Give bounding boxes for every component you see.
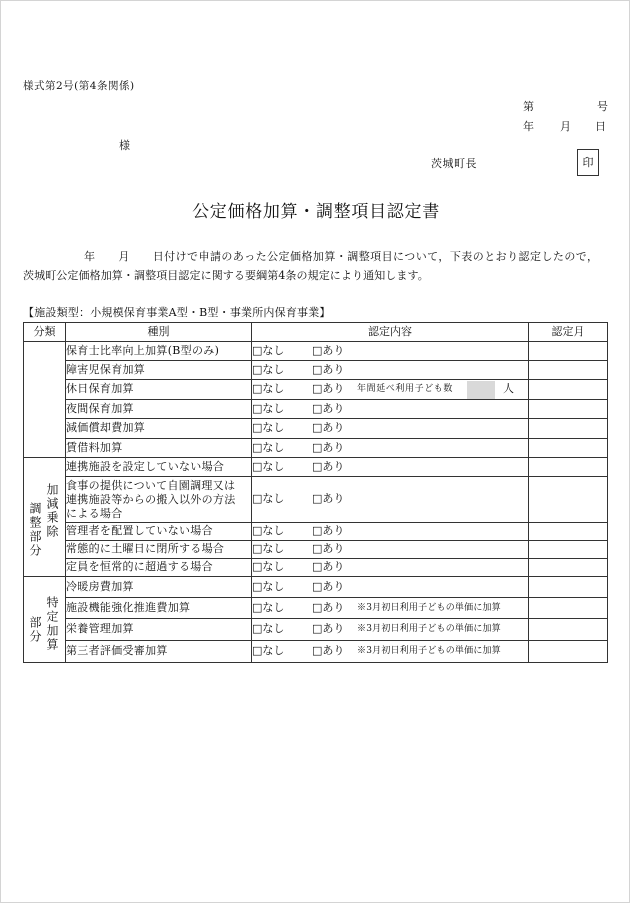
checkbox-yes[interactable]: □あり: [312, 622, 345, 636]
type-cell: 休日保育加算: [66, 380, 252, 400]
doc-number-suffix: 号: [597, 100, 608, 113]
table-header-row: [24, 323, 608, 342]
table-row: [24, 598, 608, 619]
unit-price-note: ※3月初日利用子どもの単価に加算: [357, 602, 501, 613]
checkbox-none[interactable]: □なし: [252, 382, 285, 396]
checkbox-none[interactable]: □なし: [252, 401, 285, 415]
header-type: 種別: [66, 323, 252, 342]
annual-count-input[interactable]: [467, 381, 495, 399]
category-label-left: 部分: [28, 615, 42, 644]
content-cell: [252, 541, 529, 559]
type-cell: 常態的に土曜日に閉所する場合: [66, 541, 252, 559]
checkbox-none[interactable]: □なし: [252, 600, 285, 614]
type-cell: 栄養管理加算: [66, 619, 252, 641]
checkbox-none[interactable]: □なし: [252, 343, 285, 357]
table-row: [24, 541, 608, 559]
type-line: による場合: [66, 506, 123, 520]
checkbox-none[interactable]: □なし: [252, 579, 285, 593]
month-cell[interactable]: [529, 523, 608, 541]
addressee-suffix: 様: [119, 139, 130, 152]
checkbox-yes[interactable]: □あり: [312, 440, 345, 454]
table-row: [24, 439, 608, 458]
checkbox-yes[interactable]: □あり: [312, 459, 345, 473]
month-cell[interactable]: [529, 380, 608, 400]
month-cell[interactable]: [529, 419, 608, 439]
table-row: [24, 400, 608, 419]
checkbox-none[interactable]: □なし: [252, 644, 285, 658]
checkbox-yes[interactable]: □あり: [312, 362, 345, 376]
category-label-left: 調整部分: [28, 502, 42, 558]
checkbox-yes[interactable]: □あり: [312, 542, 345, 556]
form-number: 様式第2号(第4条関係): [23, 80, 135, 92]
month-cell[interactable]: [529, 577, 608, 598]
checkbox-yes[interactable]: □あり: [312, 524, 345, 538]
type-cell: 施設機能強化推進費加算: [66, 598, 252, 619]
table-row: [24, 361, 608, 380]
content-cell: [252, 400, 529, 419]
content-cell: [252, 342, 529, 361]
seal-label: 印: [582, 156, 594, 169]
checkbox-yes[interactable]: □あり: [312, 492, 345, 506]
checkbox-yes[interactable]: □あり: [312, 600, 345, 614]
table-row: [24, 342, 608, 361]
table-row: [24, 477, 608, 523]
table-row: [24, 380, 608, 400]
unit-price-note: ※3月初日利用子どもの単価に加算: [357, 646, 501, 657]
month-cell[interactable]: [529, 342, 608, 361]
checkbox-yes[interactable]: □あり: [312, 560, 345, 574]
category-label-right: 特定加算: [45, 595, 59, 652]
checkbox-yes[interactable]: □あり: [312, 343, 345, 357]
seal-box: [577, 149, 599, 176]
table-row: [24, 559, 608, 577]
date-year-label: 年: [523, 120, 534, 133]
table-row: [24, 577, 608, 598]
month-cell[interactable]: [529, 477, 608, 523]
type-cell: 減価償却費加算: [66, 419, 252, 439]
type-cell: 定員を恒常的に超過する場合: [66, 559, 252, 577]
checkbox-none[interactable]: □なし: [252, 421, 285, 435]
table-row: [24, 523, 608, 541]
month-cell[interactable]: [529, 619, 608, 641]
content-cell: [252, 523, 529, 541]
month-cell[interactable]: [529, 458, 608, 477]
facility-type-label: 【施設類型：小規模保育事業A型・B型・事業所内保育事業】: [23, 306, 331, 319]
month-cell[interactable]: [529, 541, 608, 559]
type-cell: 第三者評価受審加算: [66, 641, 252, 663]
content-cell: [252, 598, 529, 619]
checkbox-yes[interactable]: □あり: [312, 401, 345, 415]
content-cell: [252, 559, 529, 577]
category-label-adjustment: [24, 467, 66, 567]
annual-count-label: 年間延べ利用子ども数: [357, 384, 454, 395]
month-cell[interactable]: [529, 361, 608, 380]
month-cell[interactable]: [529, 598, 608, 619]
doc-number-prefix: 第: [523, 100, 534, 113]
header-month: 認定月: [529, 323, 608, 342]
checkbox-yes[interactable]: □あり: [312, 579, 345, 593]
month-cell[interactable]: [529, 439, 608, 458]
table-row: [24, 419, 608, 439]
table-row: [24, 458, 608, 477]
unit-label: 人: [503, 382, 514, 396]
type-cell: 管理者を配置していない場合: [66, 523, 252, 541]
content-cell: [252, 577, 529, 598]
checkbox-none[interactable]: □なし: [252, 440, 285, 454]
checkbox-none[interactable]: □なし: [252, 459, 285, 473]
type-cell: 賃借料加算: [66, 439, 252, 458]
type-cell: 障害児保育加算: [66, 361, 252, 380]
month-cell[interactable]: [529, 641, 608, 663]
type-cell: 保育士比率向上加算(B型のみ): [66, 342, 252, 361]
checkbox-yes[interactable]: □あり: [312, 421, 345, 435]
table-row: [24, 641, 608, 663]
header-category: 分類: [24, 323, 66, 342]
category-label-right: 加減乗除: [45, 483, 59, 539]
body-text-line-2: 茨城町公定価格加算・調整項目認定に関する要綱第4条の規定により通知します。: [23, 269, 429, 282]
checkbox-none[interactable]: □なし: [252, 362, 285, 376]
month-cell[interactable]: [529, 400, 608, 419]
certification-table: [23, 322, 608, 663]
category-cell-adjustment: [24, 458, 66, 577]
content-cell: [252, 458, 529, 477]
checkbox-none[interactable]: □なし: [252, 524, 285, 538]
content-cell: [252, 380, 529, 400]
type-cell: [66, 477, 252, 523]
content-cell: [252, 477, 529, 523]
content-cell: [252, 619, 529, 641]
type-cell: 夜間保育加算: [66, 400, 252, 419]
type-cell: 冷暖房費加算: [66, 577, 252, 598]
content-cell: [252, 641, 529, 663]
unit-price-note: ※3月初日利用子どもの単価に加算: [357, 624, 501, 635]
body-text-line-1: 年 月 日付けで申請のあった公定価格加算・調整項目について，下表のとおり認定したので，: [84, 250, 599, 263]
checkbox-none[interactable]: □なし: [252, 492, 285, 506]
category-cell-specific-additions: [24, 577, 66, 663]
type-line: 連携施設等からの搬入以外の方法: [66, 492, 236, 506]
issuer-name: 茨城町長: [431, 157, 477, 170]
date-month-label: 月: [560, 120, 571, 133]
date-day-label: 日: [595, 120, 606, 133]
header-content: 認定内容: [252, 323, 529, 342]
checkbox-none[interactable]: □なし: [252, 622, 285, 636]
checkbox-yes[interactable]: □あり: [312, 644, 345, 658]
content-cell: [252, 361, 529, 380]
month-cell[interactable]: [529, 559, 608, 577]
content-cell: [252, 439, 529, 458]
type-line: 食事の提供について自園調理又は: [66, 478, 236, 492]
document-title: 公定価格加算・調整項目認定書: [192, 202, 440, 222]
checkbox-none[interactable]: □なし: [252, 560, 285, 574]
table-row: [24, 619, 608, 641]
checkbox-yes[interactable]: □あり: [312, 382, 345, 396]
category-cell-group-1: [24, 342, 66, 458]
type-cell: 連携施設を設定していない場合: [66, 458, 252, 477]
checkbox-none[interactable]: □なし: [252, 542, 285, 556]
content-cell: [252, 419, 529, 439]
category-label-specific: [24, 581, 66, 659]
